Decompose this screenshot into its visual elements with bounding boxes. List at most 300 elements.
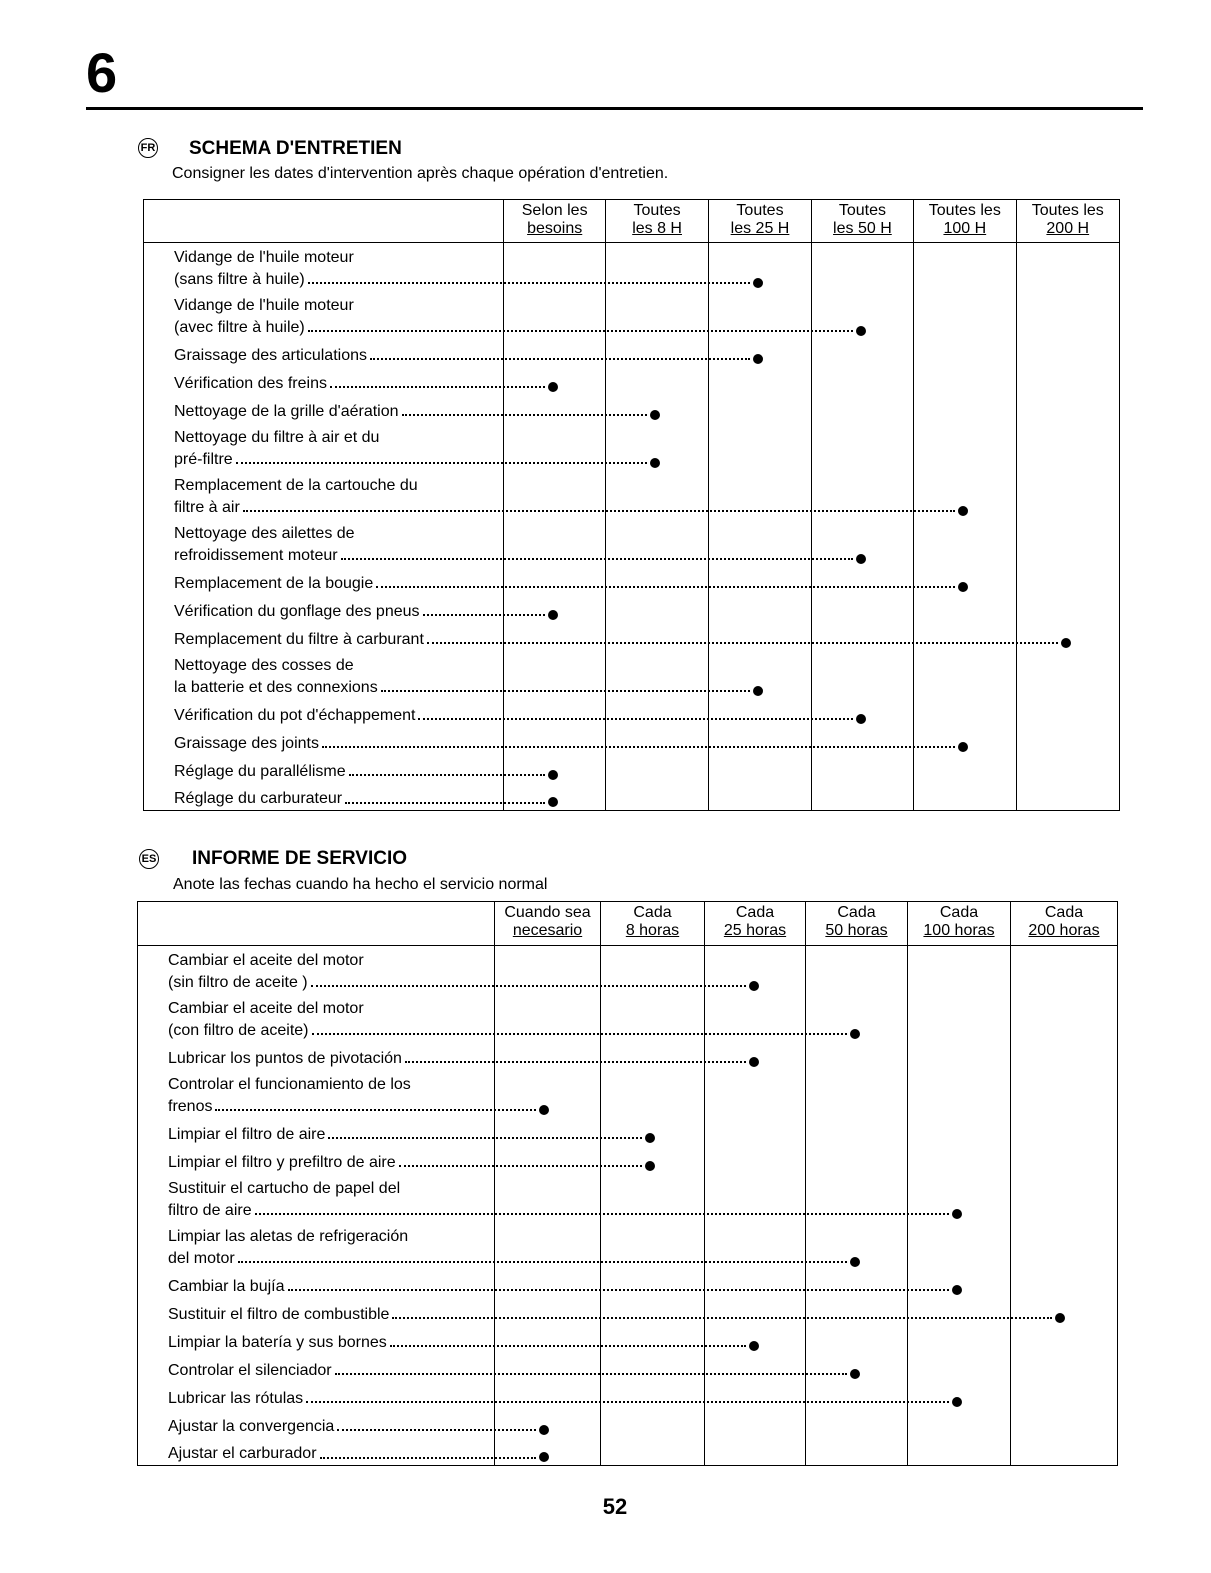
interval-header xyxy=(1011,902,1118,946)
interval-cell xyxy=(914,339,1016,367)
interval-cell xyxy=(811,623,913,651)
section-title-fr: SCHEMA D'ENTRETIEN xyxy=(189,138,402,159)
schedule-bullet xyxy=(850,1257,860,1267)
table-row xyxy=(138,1354,1118,1382)
interval-cell xyxy=(914,423,1016,471)
interval-cell xyxy=(1011,1174,1118,1222)
interval-cell xyxy=(601,1042,705,1070)
schedule-bullet xyxy=(952,1209,962,1219)
task-cell xyxy=(144,367,504,395)
task-label: Lubricar las rótulas xyxy=(168,1389,304,1407)
task-label: Cambiar el aceite del motor (sin filtro de aceite ) xyxy=(168,951,364,991)
interval-cell xyxy=(908,1146,1011,1174)
interval-cell xyxy=(601,1118,705,1146)
task-label: Nettoyage du filtre à air et du pré-filtre xyxy=(174,428,380,468)
interval-header-line1: Selon les xyxy=(521,202,588,219)
interval-cell xyxy=(1011,1438,1118,1466)
interval-header xyxy=(811,200,913,243)
interval-cell xyxy=(914,651,1016,699)
interval-header xyxy=(601,902,705,946)
task-label: Réglage du parallélisme xyxy=(174,762,346,780)
leader-dots xyxy=(306,1401,949,1403)
interval-cell xyxy=(1011,1070,1118,1118)
interval-cell xyxy=(908,1354,1011,1382)
leader-dots xyxy=(288,1289,950,1291)
schedule-bullet xyxy=(952,1397,962,1407)
interval-cell xyxy=(601,1298,705,1326)
interval-cell xyxy=(806,946,908,994)
interval-cell xyxy=(705,1354,806,1382)
interval-cell xyxy=(495,1326,601,1354)
task-label: Remplacement de la bougie xyxy=(174,574,374,592)
task-label: Graissage des articulations xyxy=(174,346,367,364)
task-cell xyxy=(144,755,504,783)
interval-cell xyxy=(605,567,708,595)
interval-cell xyxy=(806,1354,908,1382)
interval-cell xyxy=(811,727,913,755)
task-label: Vidange de l'huile moteur (avec filtre à huile) xyxy=(174,296,354,336)
interval-cell xyxy=(806,1382,908,1410)
table-row xyxy=(138,1118,1118,1146)
interval-cell xyxy=(811,567,913,595)
task-label: Ajustar la convergencia xyxy=(168,1417,335,1435)
task-cell xyxy=(144,699,504,727)
interval-cell xyxy=(601,1270,705,1298)
interval-cell xyxy=(1011,946,1118,994)
interval-header-line2: 200 horas xyxy=(1028,922,1100,939)
task-label: Graissage des joints xyxy=(174,734,319,752)
interval-cell xyxy=(705,1070,806,1118)
interval-cell xyxy=(908,1382,1011,1410)
table-row xyxy=(138,1382,1118,1410)
interval-cell xyxy=(495,1042,601,1070)
schedule-bullet xyxy=(850,1029,860,1039)
leader-dots xyxy=(238,1261,847,1263)
interval-cell xyxy=(914,755,1016,783)
task-label: Controlar el silenciador xyxy=(168,1361,332,1379)
task-cell xyxy=(138,1270,495,1298)
interval-cell xyxy=(806,1298,908,1326)
header-blank-cell xyxy=(138,902,495,946)
interval-cell xyxy=(1011,1222,1118,1270)
task-cell xyxy=(144,727,504,755)
interval-header-line2: 50 horas xyxy=(825,922,888,939)
interval-cell xyxy=(806,1270,908,1298)
interval-cell xyxy=(495,1410,601,1438)
leader-dots xyxy=(330,386,546,388)
interval-header-line1: Toutes xyxy=(838,202,886,219)
schedule-bullet xyxy=(539,1425,549,1435)
interval-cell xyxy=(908,1070,1011,1118)
schedule-bullet xyxy=(650,410,660,420)
interval-cell xyxy=(1016,367,1119,395)
interval-cell xyxy=(1011,1118,1118,1146)
leader-dots xyxy=(311,985,746,987)
interval-cell xyxy=(504,727,605,755)
schedule-bullet xyxy=(548,382,558,392)
interval-header-line2: 100 H xyxy=(943,220,987,237)
interval-cell xyxy=(705,1438,806,1466)
interval-cell xyxy=(1011,1042,1118,1070)
interval-cell xyxy=(709,395,811,423)
interval-header-line1: Toutes xyxy=(633,202,681,219)
interval-cell xyxy=(1016,519,1119,567)
schedule-bullet xyxy=(749,1341,759,1351)
interval-cell xyxy=(914,783,1016,811)
interval-cell xyxy=(601,1354,705,1382)
interval-cell xyxy=(495,1354,601,1382)
leader-dots xyxy=(255,1213,949,1215)
interval-cell xyxy=(811,595,913,623)
interval-cell xyxy=(1011,1382,1118,1410)
schedule-bullet xyxy=(539,1452,549,1462)
leader-dots xyxy=(236,462,647,464)
schedule-bullet xyxy=(539,1105,549,1115)
header-blank-cell xyxy=(144,200,504,243)
page-number: 52 xyxy=(602,1494,628,1519)
interval-header-line1: Cada xyxy=(837,904,876,921)
interval-cell xyxy=(705,1410,806,1438)
table-row xyxy=(144,699,1120,727)
table-row xyxy=(144,783,1120,811)
interval-cell xyxy=(495,1118,601,1146)
leader-dots xyxy=(427,642,1058,644)
schedule-bullet xyxy=(856,554,866,564)
interval-cell xyxy=(811,783,913,811)
interval-header-line2: les 25 H xyxy=(730,220,790,237)
table-row xyxy=(144,623,1120,651)
task-label: Limpiar la batería y sus bornes xyxy=(168,1333,387,1351)
interval-cell xyxy=(504,623,605,651)
interval-header-line1: Cada xyxy=(633,904,672,921)
interval-cell xyxy=(1016,395,1119,423)
interval-cell xyxy=(709,783,811,811)
schedule-bullet xyxy=(753,278,763,288)
interval-header-line1: Toutes les xyxy=(1031,202,1104,219)
leader-dots xyxy=(335,1373,847,1375)
interval-cell xyxy=(811,423,913,471)
leader-dots xyxy=(345,802,545,804)
leader-dots xyxy=(392,1317,1052,1319)
interval-header xyxy=(1016,200,1119,243)
task-label: Limpiar las aletas de refrigeración del motor xyxy=(168,1227,409,1267)
interval-cell xyxy=(705,1298,806,1326)
task-label: Vérification du pot d'échappement xyxy=(174,706,416,724)
interval-cell xyxy=(605,595,708,623)
interval-cell xyxy=(908,1118,1011,1146)
interval-cell xyxy=(605,727,708,755)
leader-dots xyxy=(308,282,751,284)
task-cell xyxy=(138,1438,495,1466)
interval-cell xyxy=(1011,1298,1118,1326)
interval-cell xyxy=(1011,1354,1118,1382)
table-row xyxy=(138,1410,1118,1438)
interval-cell xyxy=(601,1410,705,1438)
interval-cell xyxy=(495,1146,601,1174)
leader-dots xyxy=(215,1109,536,1111)
schedule-bullet xyxy=(1061,638,1071,648)
schedule-bullet xyxy=(958,582,968,592)
leader-dots xyxy=(418,718,852,720)
header-rule xyxy=(86,107,1143,110)
task-cell xyxy=(138,1326,495,1354)
leader-dots xyxy=(370,358,750,360)
table-row xyxy=(144,367,1120,395)
interval-header-line2: 8 horas xyxy=(625,922,680,939)
task-label: Nettoyage de la grille d'aération xyxy=(174,402,399,420)
interval-cell xyxy=(1016,339,1119,367)
schedule-bullet xyxy=(548,610,558,620)
interval-cell xyxy=(914,727,1016,755)
interval-cell xyxy=(705,1326,806,1354)
interval-header-line1: Cada xyxy=(939,904,979,921)
interval-cell xyxy=(495,1270,601,1298)
interval-cell xyxy=(1011,1270,1118,1298)
interval-cell xyxy=(1016,651,1119,699)
schedule-bullet xyxy=(645,1161,655,1171)
interval-cell xyxy=(908,1326,1011,1354)
interval-cell xyxy=(605,783,708,811)
task-label: Limpiar el filtro de aire xyxy=(168,1125,326,1143)
task-label: Cambiar el aceite del motor (con filtro de aceite) xyxy=(168,999,364,1039)
interval-header-line2: les 8 H xyxy=(632,220,682,237)
interval-header xyxy=(806,902,908,946)
interval-cell xyxy=(601,1146,705,1174)
interval-cell xyxy=(811,339,913,367)
interval-cell xyxy=(908,946,1011,994)
interval-header-line2: 25 horas xyxy=(723,922,787,939)
section-subtitle-fr: Consigner les dates d'intervention après chaque opération d'entretien. xyxy=(172,165,669,182)
task-cell xyxy=(138,1042,495,1070)
task-cell xyxy=(144,339,504,367)
interval-cell xyxy=(914,291,1016,339)
interval-cell xyxy=(1011,1410,1118,1438)
interval-cell xyxy=(709,623,811,651)
table-row xyxy=(144,567,1120,595)
task-label: Nettoyage des ailettes de refroidissement moteur xyxy=(174,524,355,564)
interval-cell xyxy=(1016,755,1119,783)
interval-cell xyxy=(601,1326,705,1354)
schedule-bullet xyxy=(749,981,759,991)
interval-cell xyxy=(811,367,913,395)
interval-cell xyxy=(495,1382,601,1410)
interval-cell xyxy=(806,1042,908,1070)
interval-cell xyxy=(908,994,1011,1042)
interval-cell xyxy=(1016,423,1119,471)
table-row xyxy=(138,1298,1118,1326)
interval-cell xyxy=(1011,1326,1118,1354)
schedule-bullet xyxy=(753,354,763,364)
interval-cell xyxy=(1016,727,1119,755)
language-badge-fr: FR xyxy=(138,138,158,158)
table-row xyxy=(144,727,1120,755)
interval-cell xyxy=(1016,567,1119,595)
interval-cell xyxy=(806,1410,908,1438)
task-label: Sustituir el filtro de combustible xyxy=(168,1305,390,1323)
task-cell xyxy=(144,395,504,423)
interval-cell xyxy=(908,1222,1011,1270)
interval-cell xyxy=(504,595,605,623)
interval-cell xyxy=(605,699,708,727)
interval-cell xyxy=(914,243,1016,291)
interval-cell xyxy=(914,699,1016,727)
task-cell xyxy=(144,567,504,595)
task-label: Vérification des freins xyxy=(174,374,327,392)
task-cell xyxy=(138,1410,495,1438)
task-label: Remplacement du filtre à carburant xyxy=(174,630,424,648)
table-row xyxy=(144,339,1120,367)
table-row xyxy=(138,1326,1118,1354)
interval-header xyxy=(705,902,806,946)
interval-cell xyxy=(1011,994,1118,1042)
interval-cell xyxy=(908,1298,1011,1326)
interval-cell xyxy=(806,1118,908,1146)
leader-dots xyxy=(243,510,955,512)
interval-cell xyxy=(605,755,708,783)
schedule-bullet xyxy=(645,1133,655,1143)
leader-dots xyxy=(423,614,546,616)
interval-cell xyxy=(806,1070,908,1118)
task-label: Cambiar la bujía xyxy=(168,1277,285,1295)
interval-cell xyxy=(709,567,811,595)
leader-dots xyxy=(312,1033,847,1035)
interval-cell xyxy=(709,595,811,623)
table-row xyxy=(144,395,1120,423)
language-badge-es: ES xyxy=(139,849,159,869)
interval-cell xyxy=(705,1042,806,1070)
table-row xyxy=(144,595,1120,623)
interval-cell xyxy=(1016,783,1119,811)
task-label: Lubricar los puntos de pivotación xyxy=(168,1049,402,1067)
interval-cell xyxy=(811,651,913,699)
interval-cell xyxy=(914,595,1016,623)
schedule-bullet xyxy=(856,326,866,336)
interval-cell xyxy=(914,623,1016,651)
schedule-bullet xyxy=(749,1057,759,1067)
schedule-bullet xyxy=(850,1369,860,1379)
interval-header xyxy=(709,200,811,243)
interval-cell xyxy=(709,699,811,727)
interval-cell xyxy=(806,1438,908,1466)
interval-cell xyxy=(504,339,605,367)
interval-cell xyxy=(709,339,811,367)
interval-cell xyxy=(811,699,913,727)
leader-dots xyxy=(402,414,647,416)
table-row xyxy=(138,1146,1118,1174)
interval-header xyxy=(908,902,1011,946)
interval-cell xyxy=(504,395,605,423)
interval-cell xyxy=(908,1042,1011,1070)
interval-cell xyxy=(914,567,1016,595)
task-label: Nettoyage des cosses de la batterie et des connexions xyxy=(174,656,378,696)
chapter-number: 6 xyxy=(86,41,118,104)
interval-header-line1: Cada xyxy=(735,904,775,921)
interval-header-line1: Cuando sea xyxy=(504,904,591,921)
schedule-bullet xyxy=(952,1285,962,1295)
interval-cell xyxy=(709,755,811,783)
interval-cell xyxy=(601,1438,705,1466)
leader-dots xyxy=(322,746,955,748)
interval-cell xyxy=(811,755,913,783)
section-title-es: INFORME DE SERVICIO xyxy=(192,848,408,869)
interval-cell xyxy=(811,243,913,291)
interval-cell xyxy=(1016,595,1119,623)
interval-cell xyxy=(1011,1146,1118,1174)
interval-cell xyxy=(601,1070,705,1118)
section-subtitle-es: Anote las fechas cuando ha hecho el servicio normal xyxy=(173,876,548,893)
table-row xyxy=(138,1270,1118,1298)
interval-cell xyxy=(908,1410,1011,1438)
schedule-bullet xyxy=(958,506,968,516)
task-label: Ajustar el carburador xyxy=(168,1445,317,1462)
leader-dots xyxy=(349,774,546,776)
interval-cell xyxy=(605,367,708,395)
interval-cell xyxy=(1016,623,1119,651)
interval-cell xyxy=(705,1382,806,1410)
interval-cell xyxy=(806,1146,908,1174)
table-row xyxy=(138,1042,1118,1070)
table-row xyxy=(138,1438,1118,1466)
interval-cell xyxy=(504,699,605,727)
schedule-bullet xyxy=(958,742,968,752)
interval-header-line2: necesario xyxy=(512,922,583,939)
task-label: Limpiar el filtro y prefiltro de aire xyxy=(168,1153,396,1171)
interval-cell xyxy=(705,1118,806,1146)
interval-cell xyxy=(811,395,913,423)
interval-header xyxy=(504,200,605,243)
leader-dots xyxy=(390,1345,746,1347)
task-cell xyxy=(138,1146,495,1174)
interval-cell xyxy=(605,623,708,651)
task-cell xyxy=(144,783,504,811)
interval-header-line2: 200 H xyxy=(1046,220,1090,237)
task-cell xyxy=(144,595,504,623)
leader-dots xyxy=(337,1429,536,1431)
leader-dots xyxy=(341,558,853,560)
interval-cell xyxy=(605,395,708,423)
schedule-bullet xyxy=(650,458,660,468)
interval-cell xyxy=(709,367,811,395)
task-cell xyxy=(138,1118,495,1146)
interval-cell xyxy=(504,367,605,395)
schedule-bullet xyxy=(1055,1313,1065,1323)
interval-header xyxy=(914,200,1016,243)
task-cell xyxy=(144,623,504,651)
task-label: Controlar el funcionamiento de los frenos xyxy=(168,1075,411,1115)
schedule-bullet xyxy=(548,797,558,807)
interval-header-line1: Toutes xyxy=(736,202,784,219)
interval-cell xyxy=(1016,243,1119,291)
interval-header xyxy=(605,200,708,243)
leader-dots xyxy=(328,1137,642,1139)
schedule-bullet xyxy=(548,770,558,780)
task-label: Réglage du carburateur xyxy=(174,790,343,807)
interval-cell xyxy=(914,367,1016,395)
table-row xyxy=(144,755,1120,783)
leader-dots xyxy=(308,330,853,332)
interval-cell xyxy=(504,783,605,811)
leader-dots xyxy=(405,1061,746,1063)
interval-header-line1: Toutes les xyxy=(928,202,1001,219)
task-label: Sustituir el cartucho de papel del filtro de aire xyxy=(168,1179,401,1219)
interval-header-line2: 100 horas xyxy=(923,922,995,939)
interval-header-line2: les 50 H xyxy=(833,220,892,237)
interval-header-line1: Cada xyxy=(1044,904,1084,921)
interval-cell xyxy=(914,519,1016,567)
leader-dots xyxy=(381,690,751,692)
interval-cell xyxy=(601,1382,705,1410)
interval-cell xyxy=(705,1270,806,1298)
